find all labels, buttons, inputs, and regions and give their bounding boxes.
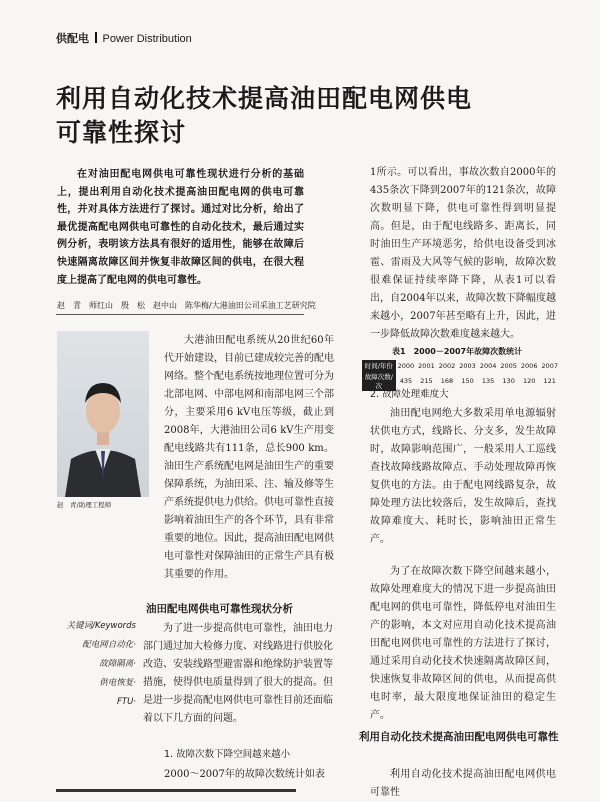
right-column-paragraph-1: 1所示。可以看出，事故次数自2000年的435条次下降到2007年的121条次，故障次数明显下降，供电可靠性得到明显提高。但是，由于配电线路多、距离长，同时油田生产环境恶劣，给供电设备受到冰雹、雷雨及大风等气候的影响，故障次数很难保证持续率降下降，从表1可以看出，自2004年以来，故障次数下降幅度越来越小，2007年甚至略有上升，因此，进一步降低故障次数难度越来越大。 [370, 167, 556, 340]
keyword-item: 配电网自动化· [82, 640, 136, 650]
header-divider [95, 32, 97, 43]
table-cell: 150 [461, 377, 474, 385]
right-column-paragraph-3: 为了在故障次数下降空间越来越小，故障处理难度大的情况下进一步提高油田配电网的供电可靠性，降低停电对油田生产的影响，本文对应用自动化技术提高油田配电网供电可靠性的方法进行了探讨，通过采用自动化技术快速隔离故障区间，快速恢复非故障区间的供电，从而提高供电时率，最大限度地保证油田的稳定生产。 [370, 566, 556, 721]
keyword-item: FTU· [116, 697, 136, 707]
author-photo [57, 331, 149, 497]
table-cell: 2005 [500, 361, 517, 370]
author-list: 赵 青 师红山 殷 松 赵中山 陈华梅/大港油田公司采油工艺研究院 [57, 301, 316, 310]
page-footer-bar [56, 789, 296, 792]
table-row [362, 360, 560, 371]
table-cell: 435 [399, 377, 413, 385]
table-cell: 2004 [479, 361, 497, 370]
table-cell: 215 [420, 377, 433, 385]
table-cell: 120 [522, 377, 536, 385]
table-cell: 135 [481, 377, 495, 385]
section-2-heading: 利用自动化技术提高油田配电网供电可靠性 [359, 731, 559, 743]
intro-paragraph: 大港油田配电系统从20世纪60年代开始建设，目前已建成较完善的配电网络。整个配电系统按地理位置可分为北部电网、中部电网和南部电网三个部分，主要采用6 kV电压等级，截止到2008年，大港油田公司6 kV生产用变配电线路共有111条，总长900 km。油田生产系统配电网是油田生产的重要保障系统，为油田采、注、输及修等生产系统提供电力供给。供电可靠性直接影响着油田生产的各个环节，具有非常重要的地位。因此，提高油田配电网供电可靠性对保障油田的正常生产具有极其重要的作用。 [164, 335, 334, 580]
table-caption: 表1 2000－2007年故障次数统计 [392, 347, 523, 356]
keywords-heading: 关键词/Keywords [66, 621, 136, 631]
table-cell: 2000 [397, 361, 415, 370]
article-title [56, 82, 496, 150]
table-cell: 2007 [541, 361, 558, 370]
table-row-label: 时间/年份 [362, 360, 396, 371]
subsection-1-heading: 1. 故障次数下降空间越来越小 [164, 749, 291, 760]
abstract: 在对油田配电网供电可靠性现状进行分析的基础上，提出利用自动化技术提高油田配电网的供电可靠性，并对具体方法进行了探讨。通过对比分析，给出了最优提高配电网供电可靠性的自动化技术，最后通过实例分析，表明该方法具有很好的适用性，能够在故障后快速隔离故障区间并恢复非故障区间的供电，在很大程度上提高了配电网的供电可靠性。 [57, 169, 304, 286]
table-cell: 130 [502, 377, 515, 385]
section-2-paragraph: 利用自动化技术提高油田配电网供电可靠性 [370, 769, 556, 798]
section-1-paragraph: 为了进一步提高供电可靠性，油田电力部门通过加大检修力度、对线路进行供胶化改造、安装线路型避雷器和绝缘防护装置等措施，使得供电质量得到了很大的提高。但是进一步提高配电网供电可靠性目前还面临着以下几方面的问题。 [143, 623, 333, 724]
author-rule [56, 314, 304, 315]
table-cell: 2001 [418, 361, 435, 370]
table-cell: 2006 [520, 361, 538, 370]
table-cell: 2003 [459, 361, 476, 370]
author-portrait-image [57, 331, 149, 497]
subsection-2-paragraph: 油田配电网绝大多数采用单电源辐射状供电方式，线路长、分支多，发生故障时，故障影响范围广，一般采用人工巡线查找故障线路故障点、手动处理故障再恢复供电的方法。由于配电网线路复杂，故障处理方法比较落后，发生故障后，查找故障难度大、耗时长，影响油田正常生产。 [370, 408, 556, 545]
header-section-en: Power Distribution [102, 33, 192, 45]
subsection-2-heading: 2. 故障处理难度大 [370, 389, 449, 400]
title-line-2: 可靠性探讨 [56, 118, 187, 147]
table-cell: 2002 [438, 361, 456, 370]
keywords-block [56, 617, 136, 712]
title-line-1: 利用自动化技术提高油田配电网供电 [56, 84, 473, 113]
header-section-cn: 供配电 [56, 32, 89, 45]
keyword-item: 供电恢复· [99, 678, 136, 688]
table-cell: 121 [543, 377, 556, 385]
subsection-1-paragraph: 2000～2007年的故障次数统计如表 [164, 769, 325, 780]
photo-caption: 赵 青/助理工程师 [57, 501, 112, 509]
keyword-item: 故障隔离· [99, 659, 136, 669]
table-row-label: 故障次数/次 [362, 371, 396, 391]
table-cell: 168 [440, 377, 454, 385]
section-1-heading: 油田配电网供电可靠性现状分析 [146, 603, 293, 615]
page-header [56, 30, 192, 46]
